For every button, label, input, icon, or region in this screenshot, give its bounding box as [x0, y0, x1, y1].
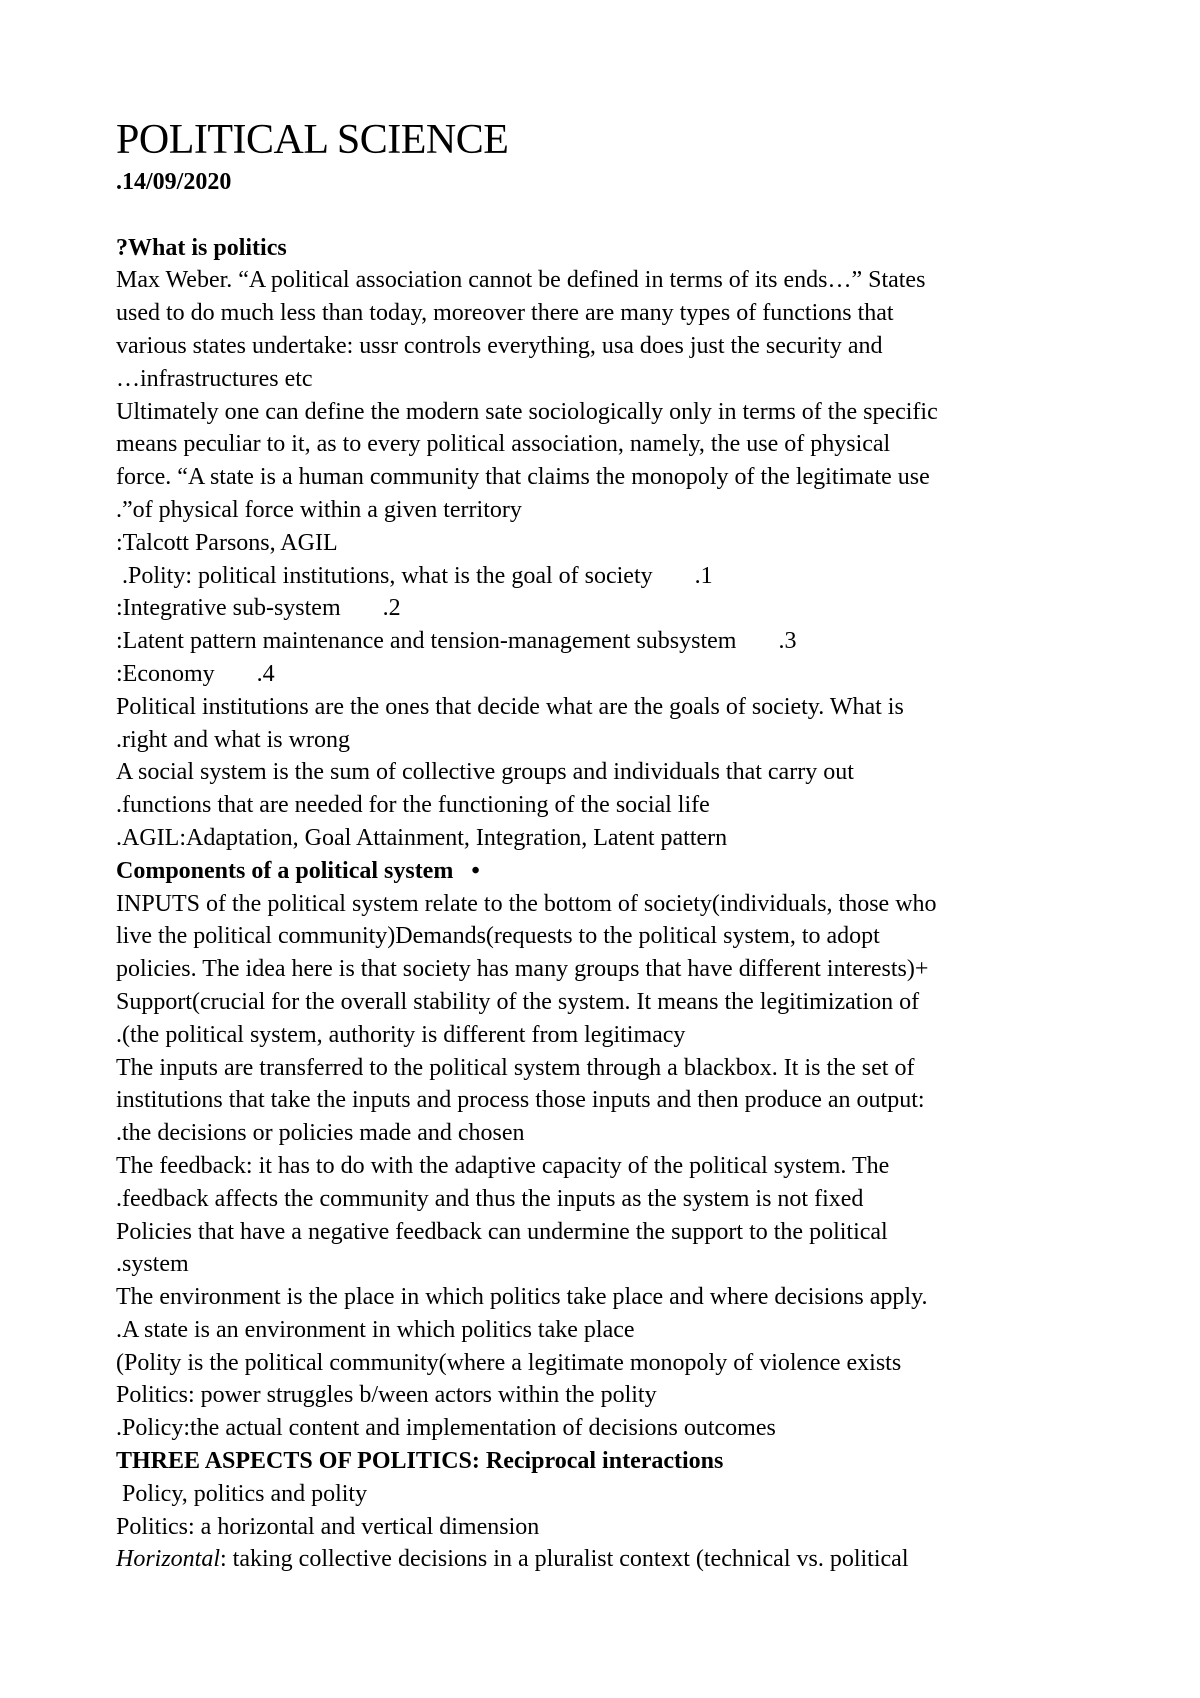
text-line: Policy, politics and polity	[116, 1480, 368, 1507]
text-line: .system	[116, 1251, 189, 1278]
document-body	[116, 166, 1116, 1576]
text-line-rest: : taking collective decisions in a pluralist context (technical vs. political	[220, 1546, 909, 1573]
text-line: .(the political system, authority is different from legitimacy	[116, 1021, 686, 1048]
text-line: institutions that take the inputs and process those inputs and then produce an output:	[116, 1087, 925, 1114]
section-heading: ?What is politics	[116, 234, 287, 261]
text-line: .the decisions or policies made and chosen	[116, 1120, 525, 1147]
text-line: .”of physical force within a given territory	[116, 496, 522, 523]
text-line: live the political community)Demands(requests to the political system, to adopt	[116, 923, 880, 950]
text-line: A social system is the sum of collective groups and individuals that carry out	[116, 759, 854, 786]
text-line: The feedback: it has to do with the adaptive capacity of the political system. The	[116, 1152, 890, 1179]
text-line: The inputs are transferred to the political system through a blackbox. It is the set of	[116, 1054, 915, 1081]
text-line: .feedback affects the community and thus the inputs as the system is not fixed	[116, 1185, 864, 1212]
document-date: .14/09/2020	[116, 169, 232, 195]
list-item: :Latent pattern maintenance and tension-management subsystem .3	[116, 628, 797, 655]
text-line: various states undertake: ussr controls everything, usa does just the security and	[116, 332, 883, 359]
text-line: (Polity is the political community(where a legitimate monopoly of violence exists	[116, 1349, 902, 1376]
text-line: .functions that are needed for the functioning of the social life	[116, 792, 710, 819]
italic-term: Horizontal	[116, 1546, 221, 1573]
text-line: Policies that have a negative feedback can undermine the support to the political	[116, 1218, 888, 1245]
text-line: INPUTS of the political system relate to the bottom of society(individuals, those who	[116, 890, 937, 917]
section-heading: THREE ASPECTS OF POLITICS: Reciprocal interactions	[116, 1448, 724, 1475]
text-line: …infrastructures etc	[116, 365, 313, 392]
text-line: used to do much less than today, moreover there are many types of functions that	[116, 300, 894, 327]
text-line: force. “A state is a human community that claims the monopoly of the legitimate use	[116, 464, 930, 491]
text-line: Politics: power struggles b/ween actors within the polity	[116, 1382, 657, 1409]
text-line: .A state is an environment in which politics take place	[116, 1316, 635, 1343]
text-line: Ultimately one can define the modern sate sociologically only in terms of the specific	[116, 398, 938, 425]
document-title: POLITICAL SCIENCE	[116, 117, 509, 163]
list-item: :Economy .4	[116, 660, 275, 687]
section-heading: Components of a political system •	[116, 857, 480, 884]
list-item: :Integrative sub-system .2	[116, 595, 401, 622]
text-line: means peculiar to it, as to every political association, namely, the use of physical	[116, 431, 891, 458]
text-line: Political institutions are the ones that decide what are the goals of society. What is	[116, 693, 904, 720]
text-line: .right and what is wrong	[116, 726, 350, 753]
text-line: Max Weber. “A political association cannot be defined in terms of its ends…” States	[116, 267, 926, 294]
text-line: Support(crucial for the overall stability of the system. It means the legitimization of	[116, 988, 920, 1015]
text-line: .Policy:the actual content and implementation of decisions outcomes	[116, 1415, 776, 1442]
text-line: policies. The idea here is that society has many groups that have different interests)+	[116, 956, 929, 983]
text-line	[116, 1543, 1116, 1576]
list-item: .Polity: political institutions, what is the goal of society .1	[116, 562, 713, 589]
text-line: :Talcott Parsons, AGIL	[116, 529, 338, 556]
text-line: The environment is the place in which politics take place and where decisions apply.	[116, 1284, 928, 1311]
blank-line	[116, 199, 1116, 232]
text-line: Politics: a horizontal and vertical dimension	[116, 1513, 540, 1540]
text-line: .AGIL:Adaptation, Goal Attainment, Integration, Latent pattern	[116, 824, 728, 851]
